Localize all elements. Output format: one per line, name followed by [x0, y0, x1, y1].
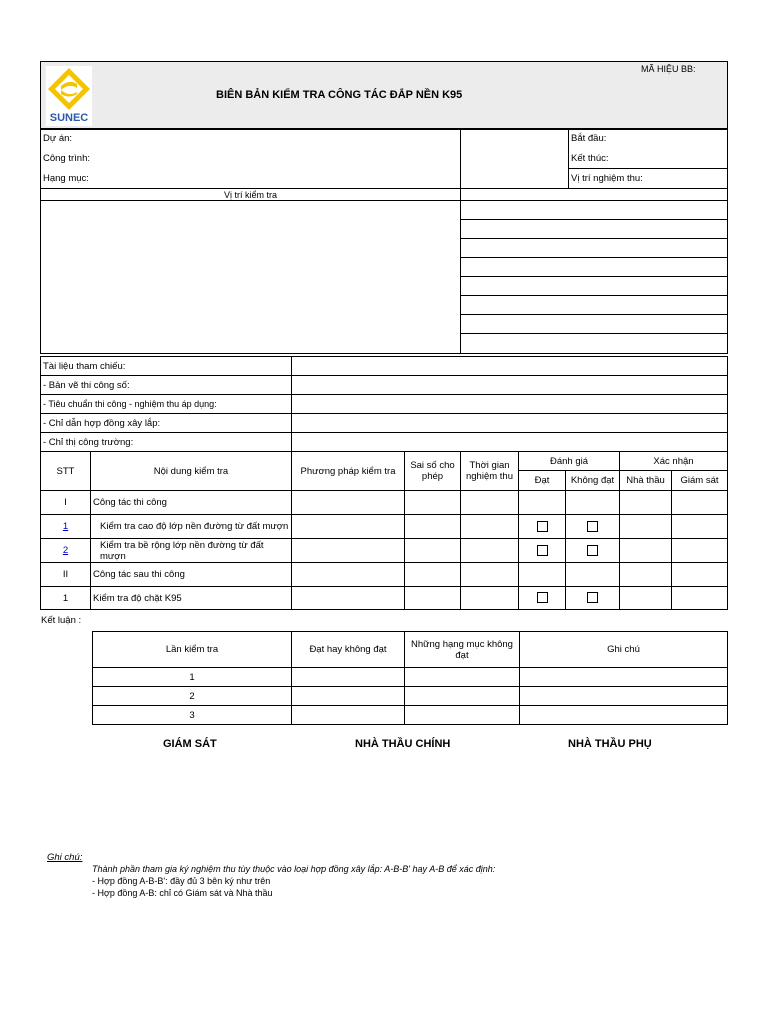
check-table [40, 451, 728, 610]
conclusion-label: Kết luận : [41, 615, 82, 626]
header-fail: Không đạt [566, 471, 620, 491]
pass-checkbox[interactable] [537, 592, 548, 603]
table-row: 1 Kiểm tra cao độ lớp nền đường từ đất mượn [41, 515, 728, 539]
header-content: Nội dung kiểm tra [91, 452, 292, 491]
conclusion-header-failed-items: Những hạng mục không đạt [405, 632, 520, 668]
reference-label: - Chỉ dẫn hợp đồng xây lắp: [41, 414, 292, 433]
header-tolerance: Sai số cho phép [405, 452, 461, 491]
notes-line: - Hợp đồng A-B-B': đầy đủ 3 bên ký như trên [92, 876, 271, 886]
start-label: Bắt đầu: [569, 129, 728, 149]
conclusion-table [92, 631, 728, 725]
header-box [40, 61, 728, 130]
logo-text: SUNEC [49, 112, 89, 124]
signature-main-contractor: NHÀ THẦU CHÍNH [355, 738, 451, 750]
reference-label: - Tiêu chuẩn thi công - nghiệm thu áp dụng: [41, 395, 292, 414]
fail-checkbox[interactable] [587, 545, 598, 556]
logo-icon [46, 66, 92, 112]
info-table [40, 128, 728, 189]
header-stt: STT [41, 452, 91, 491]
table-row: I Công tác thi công [41, 491, 728, 515]
table-row: 2 [93, 687, 728, 706]
reference-label: Tài liệu tham chiếu: [41, 357, 292, 376]
pass-checkbox[interactable] [537, 545, 548, 556]
acceptance-location-label: Vị trí nghiệm thu: [569, 169, 728, 189]
header-evaluation: Đánh giá [519, 452, 620, 471]
inspection-location-header: Vị trí kiểm tra [41, 189, 461, 201]
location-sketch-area [41, 201, 461, 354]
conclusion-header-notes: Ghi chú [520, 632, 728, 668]
header-method: Phương pháp kiểm tra [292, 452, 405, 491]
project-label: Dự án: [41, 129, 461, 149]
document-title: BIÊN BẢN KIỂM TRA CÔNG TÁC ĐẮP NỀN K95 [216, 89, 463, 101]
header-time: Thời gian nghiệm thu [461, 452, 519, 491]
header-supervisor: Giám sát [672, 471, 728, 491]
document-code-label: MÃ HIỆU BB: [641, 64, 696, 74]
table-row: 2 Kiểm tra bề rộng lớp nền đường từ đất mượn [41, 539, 728, 563]
item-label: Hạng mục: [41, 169, 461, 189]
end-label: Kết thúc: [569, 149, 728, 169]
signature-subcontractor: NHÀ THẦU PHỤ [568, 738, 652, 750]
notes-label: Ghi chú: [47, 852, 83, 863]
table-row: 1 Kiểm tra độ chặt K95 [41, 587, 728, 610]
signature-supervisor: GIÁM SÁT [163, 738, 217, 750]
conclusion-header-attempt: Lần kiểm tra [93, 632, 292, 668]
notes-line: Thành phần tham gia ký nghiệm thu tùy thuộc vào loại hợp đồng xây lắp: A-B-B' hay A-B để xác định: [92, 864, 496, 874]
location-table [40, 188, 728, 354]
item-link[interactable]: 1 [62, 521, 69, 532]
header-confirmation: Xác nhận [620, 452, 728, 471]
header-pass: Đạt [519, 471, 566, 491]
references-table [40, 356, 728, 452]
notes-line: - Hợp đồng A-B: chỉ có Giám sát và Nhà thầu [92, 888, 273, 898]
sunec-logo [46, 66, 92, 126]
reference-label: - Bản vẽ thi công số: [41, 376, 292, 395]
item-link[interactable]: 2 [62, 545, 69, 556]
fail-checkbox[interactable] [587, 521, 598, 532]
fail-checkbox[interactable] [587, 592, 598, 603]
info-spacer [461, 129, 569, 189]
construction-label: Công trình: [41, 149, 461, 169]
conclusion-header-result: Đạt hay không đạt [292, 632, 405, 668]
table-row: 3 [93, 706, 728, 725]
table-row: II Công tác sau thi công [41, 563, 728, 587]
table-row: 1 [93, 668, 728, 687]
reference-label: - Chỉ thị công trường: [41, 433, 292, 452]
pass-checkbox[interactable] [537, 521, 548, 532]
header-contractor: Nhà thầu [620, 471, 672, 491]
